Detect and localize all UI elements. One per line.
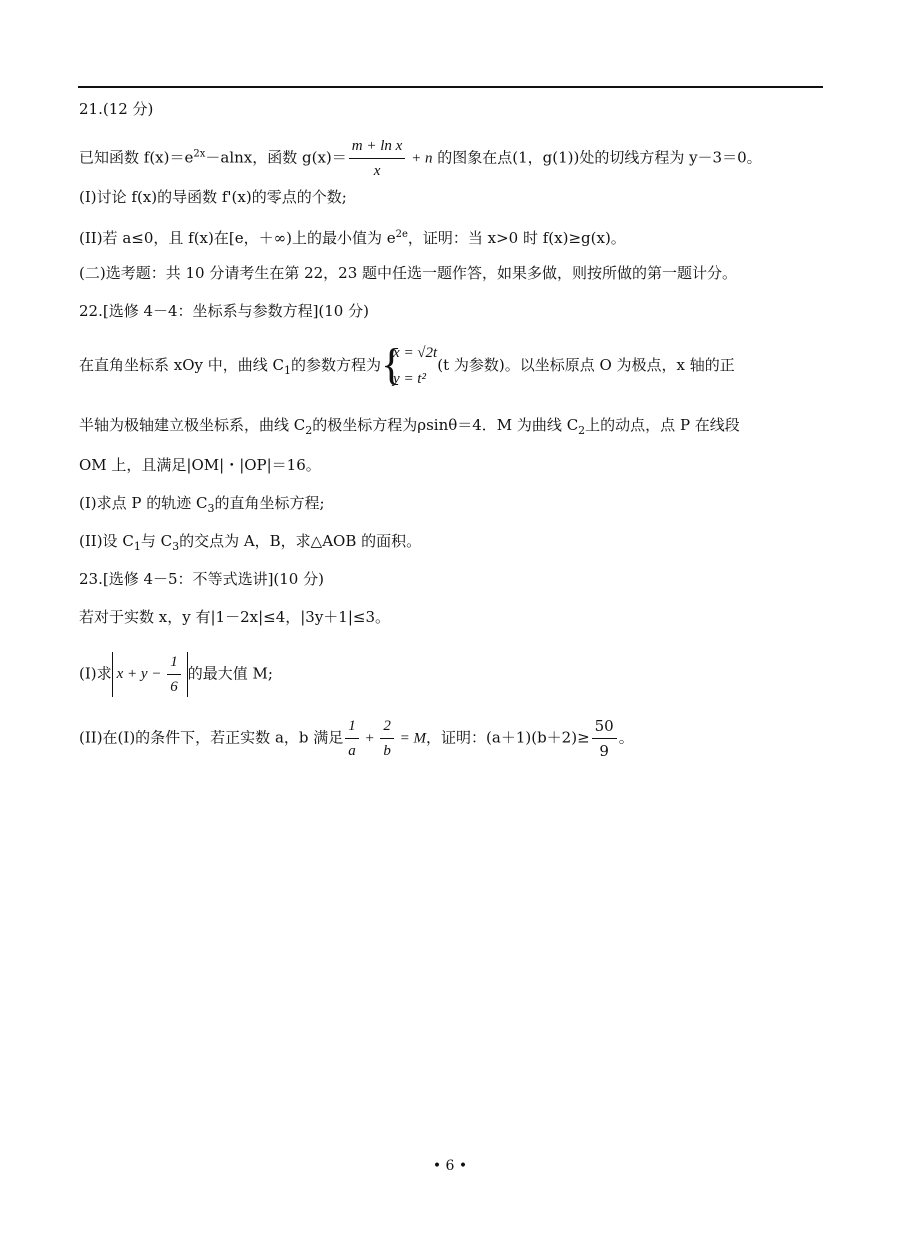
q21-part2-b: ，证明：当 x>0 时 f(x)≥g(x)。: [407, 229, 626, 247]
q23-part1-b: 的最大值 M;: [187, 664, 273, 683]
param-system: [381, 340, 437, 392]
q23-part2-a: (II)在(I)的条件下，若正实数 a，b 满足: [79, 728, 344, 747]
fraction-50-over-9: [592, 716, 617, 761]
abs-numerator: 1: [167, 652, 181, 675]
q23-part2: [79, 716, 822, 761]
q22-line2-c: 上的动点，点 P 在线段: [585, 416, 740, 434]
q21-part2-sup: 2e: [395, 229, 408, 240]
q21-stem-b: －alnx，函数 g(x)＝: [205, 148, 347, 167]
f2-denominator: b: [383, 743, 391, 759]
f3-denominator: 9: [599, 742, 609, 760]
f1-numerator: 1: [345, 716, 359, 739]
g-denominator: x: [373, 163, 381, 179]
fraction-2-over-b: [380, 716, 394, 761]
q21-stem-a: 已知函数 f(x)＝e: [79, 148, 194, 167]
left-brace: {: [381, 340, 403, 389]
q22-stem-a: 在直角坐标系 xOy 中，曲线 C: [79, 356, 285, 374]
q22-line2-b: 的极坐标方程为ρsinθ＝4．M 为曲线 C: [312, 416, 579, 434]
q22-sub1b: 1: [133, 540, 141, 553]
q22-header: 22.[选修 4－4：坐标系与参数方程](10 分): [79, 302, 369, 320]
abs-denominator: 6: [170, 679, 178, 695]
q21-part2-a: (II)若 a≤0，且 f(x)在[e，＋∞)上的最小值为 e: [79, 229, 396, 247]
g-numerator: m + ln x: [349, 136, 406, 159]
q21-stem: [79, 136, 822, 181]
q22-part2-a: (II)设 C: [79, 532, 134, 550]
q22-line3: OM 上，且满足|OM|・|OP|＝16。: [79, 456, 321, 474]
q22-sub3: 3: [207, 502, 215, 515]
q22-sub1: 1: [284, 364, 292, 377]
q23-part2-c: 。: [618, 728, 634, 747]
q22-part1-b: 的直角坐标方程;: [214, 494, 325, 512]
q22-sub3b: 3: [172, 540, 180, 553]
q23-part2-b: ，证明：(a＋1)(b＋2)≥: [426, 728, 590, 747]
plus-sign: +: [360, 730, 379, 747]
abs-fraction: [167, 652, 181, 697]
q22-line2: [79, 414, 822, 442]
q22-part2-b: 与 C: [140, 532, 173, 550]
header-rule: [78, 86, 823, 88]
fraction-1-over-a: [345, 716, 359, 761]
q21-stem-d: 的图象在点(1，g(1))处的切线方程为 y－3＝0。: [432, 148, 762, 167]
q21-header: 21.(12 分): [79, 100, 154, 118]
q21-stem-sup: 2x: [193, 148, 206, 160]
page-number: • 6 •: [432, 1158, 468, 1174]
q23-part1-a: (I)求: [79, 664, 112, 683]
q23-stem: 若对于实数 x，y 有|1－2x|≤4，|3y＋1|≤3。: [79, 608, 391, 626]
q22-part2-c: 的交点为 A，B，求△AOB 的面积。: [179, 532, 422, 550]
q22-part2: [79, 530, 822, 558]
q22-stem-b: 的参数方程为: [291, 356, 382, 374]
q21-stem-c: + n: [407, 150, 433, 167]
elective-intro: (二)选考题：共 10 分请考生在第 22，23 题中任选一题作答，如果多做，则按所做的第一题计分。: [79, 264, 738, 282]
equals-M: = M: [395, 730, 427, 747]
q22-stem-c: (t 为参数)。以坐标原点 O 为极点，x 轴的正: [437, 356, 735, 374]
q21-part1: (I)讨论 f(x)的导函数 f'(x)的零点的个数;: [79, 188, 347, 206]
abs-expression: [112, 652, 188, 697]
q22-part1: [79, 492, 822, 520]
q22-stem: [79, 340, 822, 392]
f2-numerator: 2: [380, 716, 394, 739]
abs-expr: x + y −: [116, 665, 166, 682]
f3-numerator: 50: [592, 716, 617, 739]
q22-sub2: 2: [305, 424, 313, 437]
q22-part1-a: (I)求点 P 的轨迹 C: [79, 494, 208, 512]
q21-part2: [79, 224, 822, 249]
q23-header: 23.[选修 4－5：不等式选讲](10 分): [79, 570, 324, 588]
param-eq1: x = √2t: [393, 345, 438, 361]
g-fraction: [349, 136, 406, 181]
q22-sub2b: 2: [578, 424, 586, 437]
param-eq2: y = t²: [393, 371, 426, 387]
q22-line2-a: 半轴为极轴建立极坐标系，曲线 C: [79, 416, 306, 434]
q23-part1: [79, 652, 822, 697]
f1-denominator: a: [348, 743, 356, 759]
